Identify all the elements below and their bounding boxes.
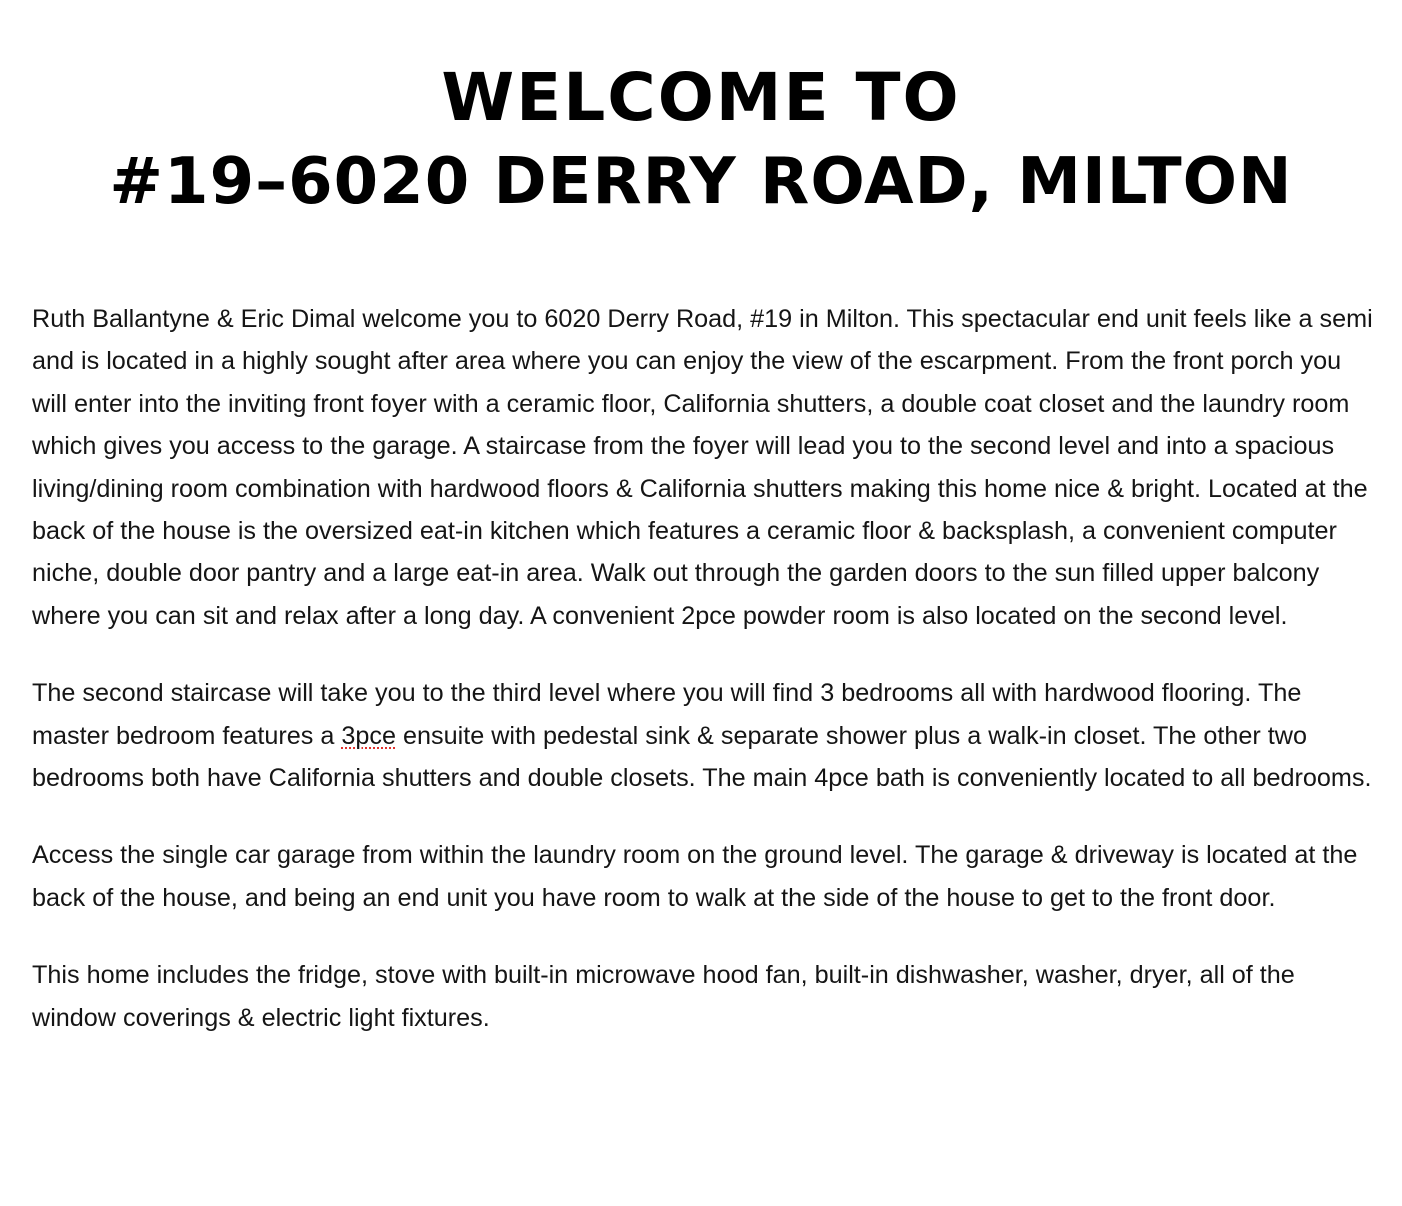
spellcheck-flagged-word[interactable]: 3pce — [341, 721, 397, 750]
paragraph-inclusions[interactable]: This home includes the fridge, stove with built-in microwave hood fan, built-in dishwasher, washer, dryer, all of the window coverings & electric light fixtures. — [32, 961, 1295, 1032]
paragraph-text: ensuite with pedestal sink & separate shower plus a walk-in closet. The other two bedrooms both have California shutters and double closets. The main 4pce bath is conveniently located to all bedrooms. — [32, 721, 1372, 793]
document-body — [32, 298, 1378, 1074]
paragraph-garage[interactable]: Access the single car garage from within the laundry room on the ground level. The garage & driveway is located at the back of the house, and being an end unit you have room to walk at the side of the house to get to the front door. — [32, 841, 1358, 912]
paragraph-text: The second staircase will take you to the third level where you will find 3 bedrooms all with hardwood flooring. The master bedroom features a — [32, 679, 1302, 750]
paragraph-third-level[interactable] — [32, 672, 1378, 799]
paragraph-intro[interactable]: Ruth Ballantyne & Eric Dimal welcome you to 6020 Derry Road, #19 in Milton. This spectacular end unit feels like a semi and is located in a highly sought after area where you can enjoy the view of the escarpment. From the front porch you will enter into the inviting front foyer with a ceramic floor, California shutters, a double coat closet and the laundry room which gives you access to the garage. A staircase from the foyer will lead you to the second level and into a spacious living/dining room combination with hardwood floors & California shutters making this home nice & bright. Located at the back of the house is the oversized eat-in kitchen which features a ceramic floor & backsplash, a convenient computer niche, double door pantry and a large eat-in area. Walk out through the garden doors to the sun filled upper balcony where you can sit and relax after a long day. A convenient 2pce powder room is also located on the second level. — [32, 305, 1373, 630]
title-line-1: WELCOME TO — [441, 59, 961, 136]
page-title — [0, 58, 1402, 226]
title-line-2-address: #19–6020 DERRY ROAD, MILTON — [109, 145, 1293, 219]
